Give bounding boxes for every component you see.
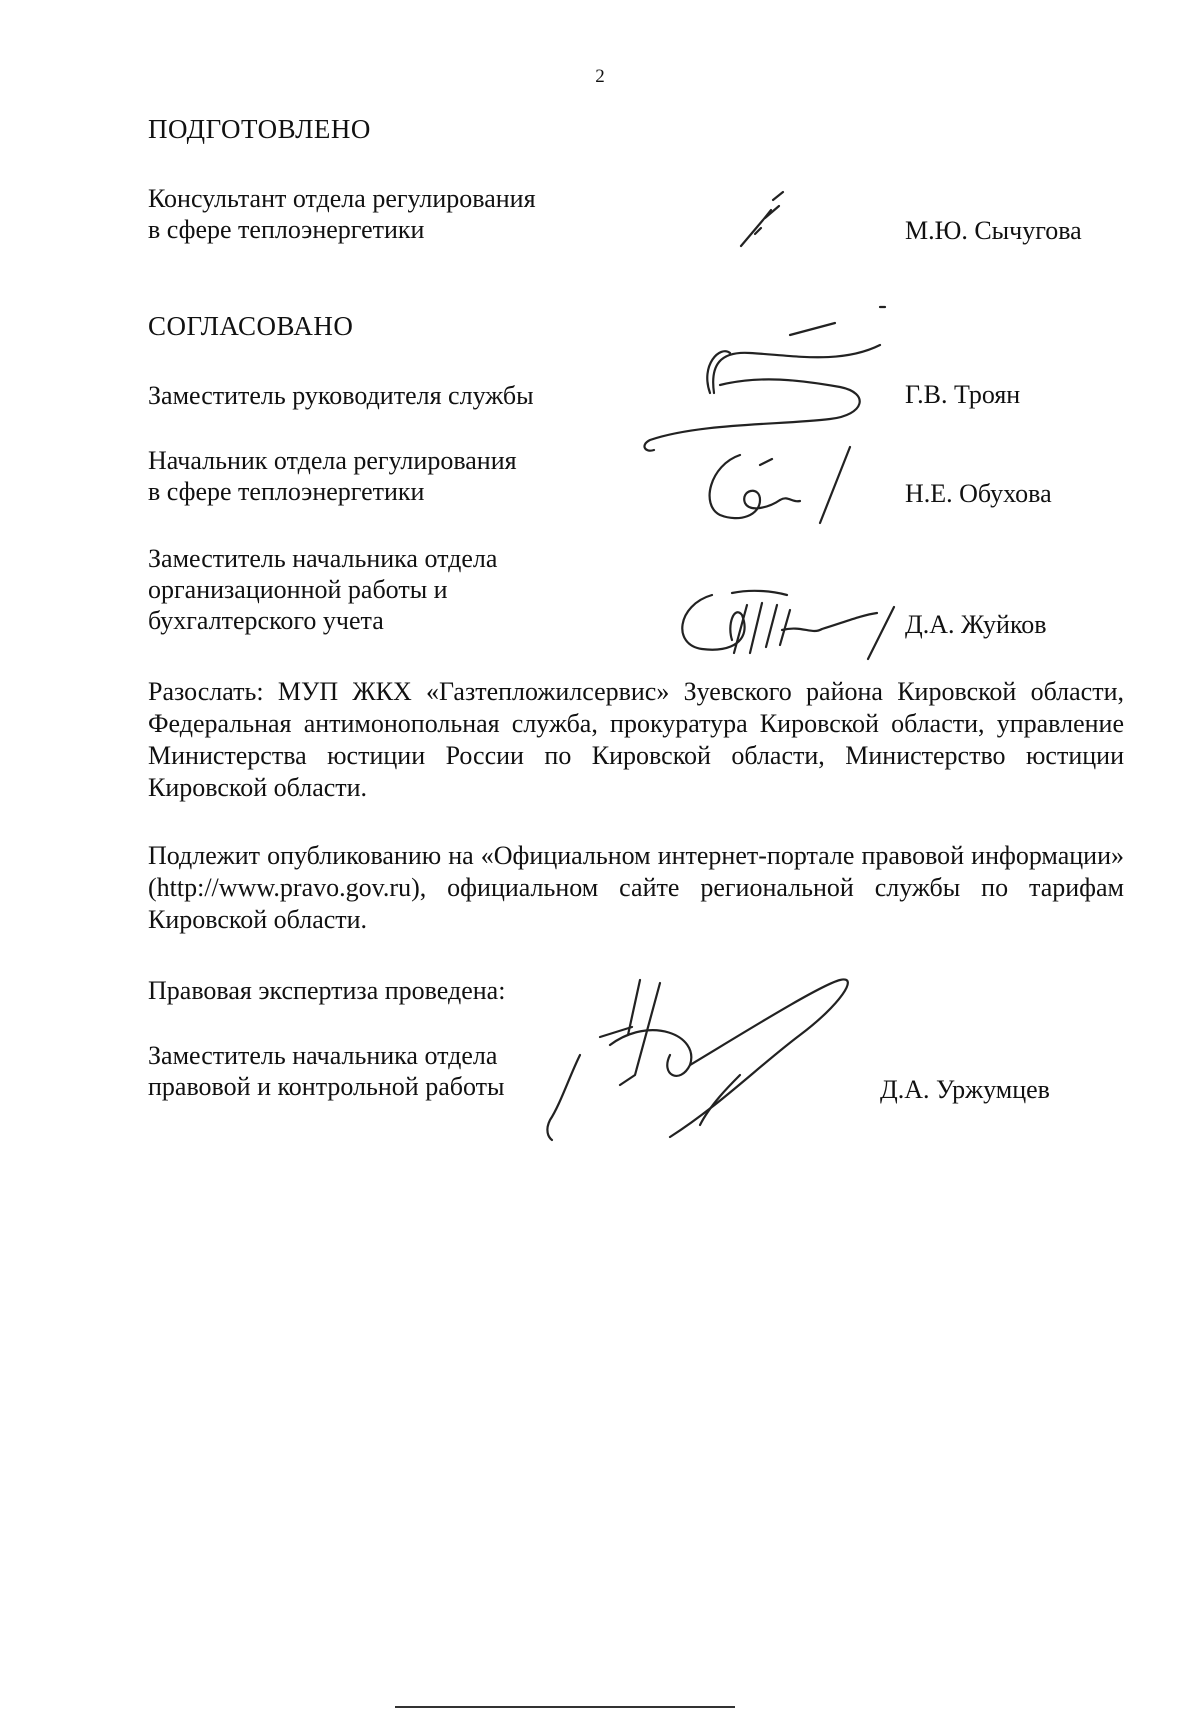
legal-review-heading: Правовая экспертиза проведена: xyxy=(148,976,506,1005)
agreed-position-2: Начальник отдела регулирования в сфере теплоэнергетики xyxy=(148,446,517,506)
legal-review-position: Заместитель начальника отдела правовой и контрольной работы xyxy=(148,1041,505,1101)
prepared-name: М.Ю. Сычугова xyxy=(905,216,1082,245)
prepared-heading: ПОДГОТОВЛЕНО xyxy=(148,114,371,144)
agreed-name-1: Г.В. Троян xyxy=(905,380,1021,409)
bottom-rule xyxy=(395,1706,735,1708)
legal-review-name: Д.А. Уржумцев xyxy=(880,1075,1050,1104)
signature-sychugova xyxy=(735,188,805,258)
publication-paragraph: Подлежит опубликованию на «Официальном интернет-портале правовой информации» (http://www.pravo.gov.ru), официальном сайте региональной службы по тарифам Кировской области. xyxy=(148,841,1124,934)
agreed-name-2: Н.Е. Обухова xyxy=(905,479,1052,508)
agreed-name-3: Д.А. Жуйков xyxy=(905,610,1047,639)
prepared-position: Консультант отдела регулирования в сфере теплоэнергетики xyxy=(148,184,536,244)
signature-troyan xyxy=(640,305,890,455)
distribution-paragraph: Разослать: МУП ЖКХ «Газтепложилсервис» Зуевского района Кировской области, Федеральная антимонопольная служба, прокуратура Кировской области, управление Министерства юстиции России по Кировской области, Министерство юстиции Кировской области. xyxy=(148,677,1124,802)
page-number: 2 xyxy=(595,66,605,87)
signature-urzhumtsev xyxy=(540,975,860,1145)
signature-zhuykov xyxy=(672,585,897,665)
agreed-heading: СОГЛАСОВАНО xyxy=(148,311,354,341)
agreed-position-3: Заместитель начальника отдела организационной работы и бухгалтерского учета xyxy=(148,544,498,635)
agreed-position-1: Заместитель руководителя службы xyxy=(148,381,534,410)
signature-obukhova xyxy=(700,445,860,535)
